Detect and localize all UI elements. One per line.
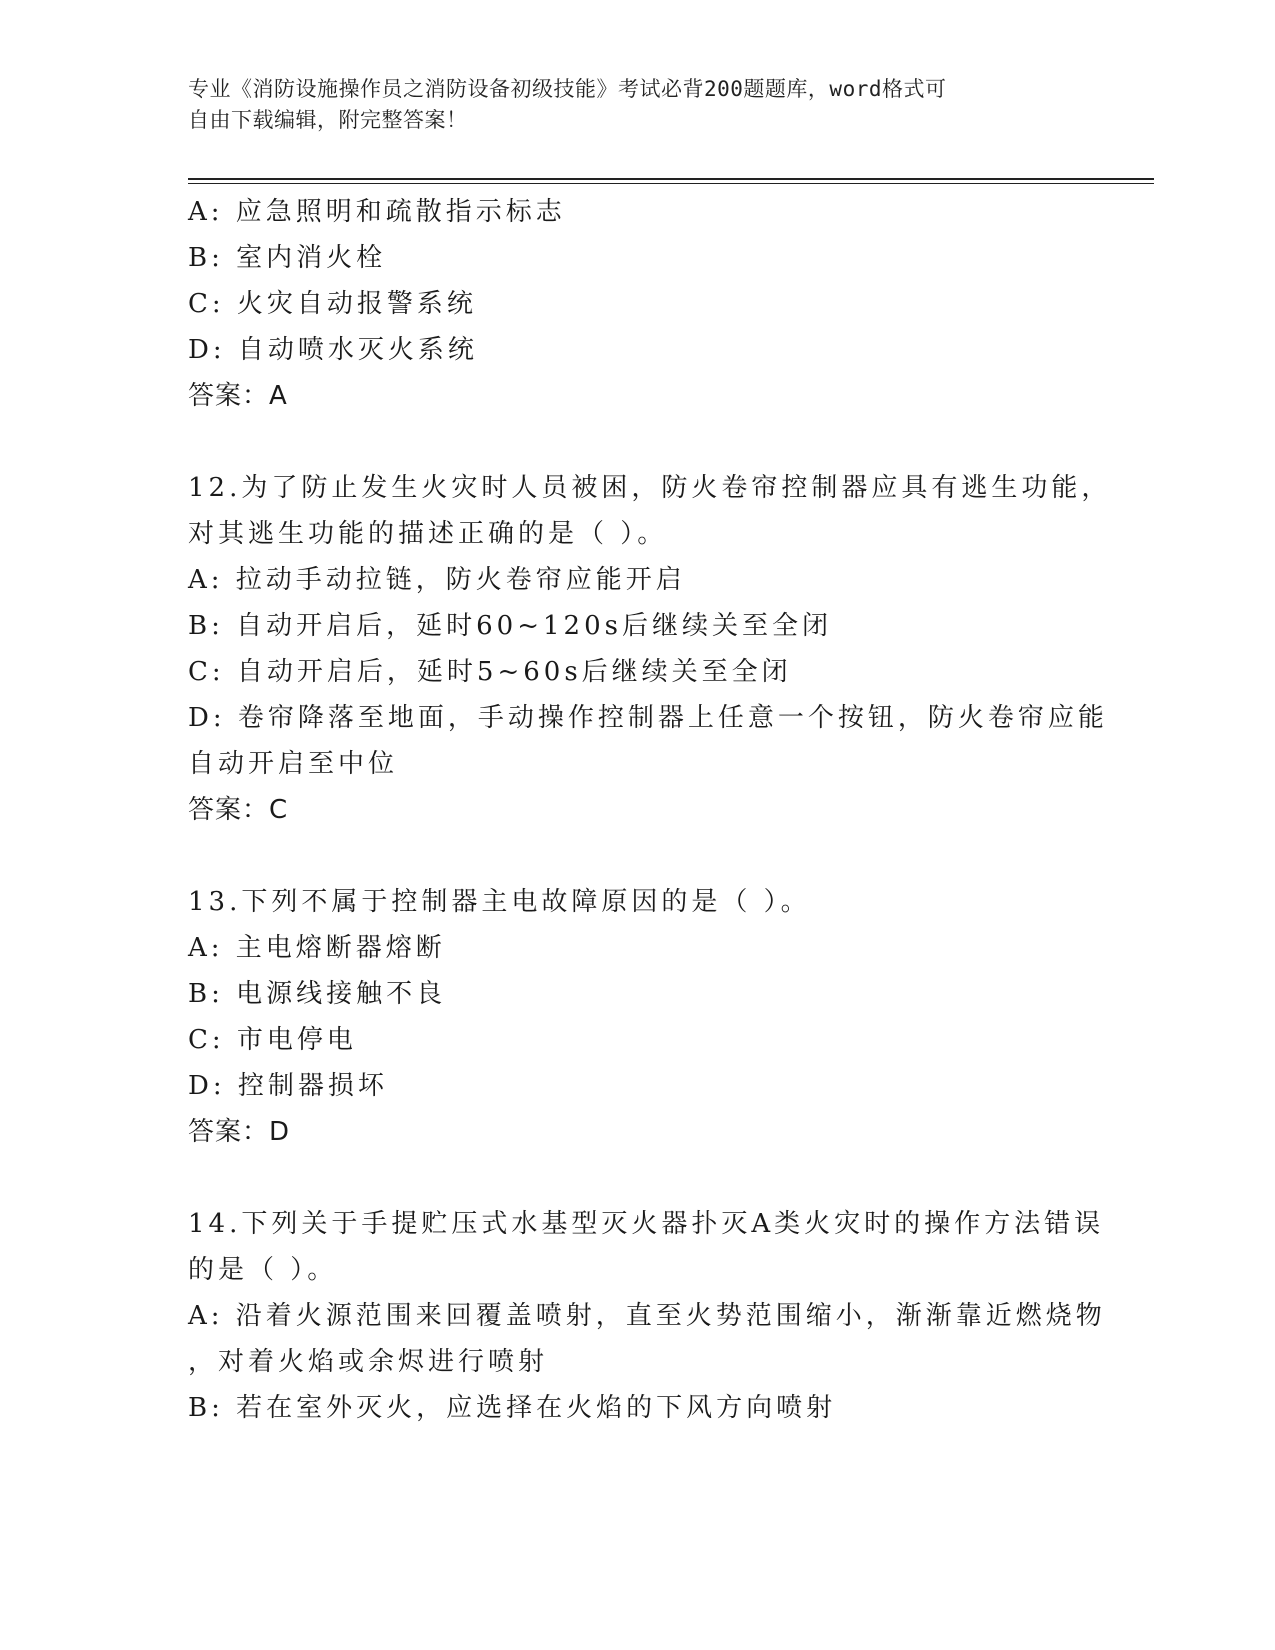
header-line-2: 自由下载编辑，附完整答案！	[188, 108, 468, 132]
option-d: D: 控制器损坏	[188, 1071, 388, 1101]
question-block-11	[188, 189, 1088, 419]
option-c: C: 市电停电	[188, 1025, 357, 1055]
answer-line: 答案：A	[188, 381, 288, 411]
option-d: D: 自动喷水灭火系统	[188, 335, 478, 365]
question-stem: 13.下列不属于控制器主电故障原因的是（ ）。	[188, 887, 811, 917]
option-a-continued: ，对着火焰或余烬进行喷射	[188, 1347, 549, 1377]
option-b: B: 若在室外灭火，应选择在火焰的下风方向喷射	[188, 1393, 837, 1423]
question-list	[188, 189, 1112, 1431]
question-stem: 12.为了防止发生火灾时人员被困，防火卷帘控制器应具有逃生功能，	[188, 473, 1112, 503]
document-header	[188, 74, 1068, 136]
answer-line: 答案：D	[188, 1117, 291, 1147]
spacer	[188, 1155, 1088, 1201]
option-a: A: 应急照明和疏散指示标志	[188, 197, 566, 227]
option-b: B: 自动开启后，延时60~120s后继续关至全闭	[188, 611, 832, 641]
option-a: A: 主电熔断器熔断	[188, 933, 446, 963]
question-block-12	[188, 465, 1112, 833]
spacer	[188, 833, 1088, 879]
answer-line: 答案：C	[188, 795, 289, 825]
option-a: A: 拉动手动拉链，防火卷帘应能开启	[188, 565, 686, 595]
option-b: B: 电源线接触不良	[188, 979, 447, 1009]
question-block-13	[188, 879, 1088, 1155]
question-stem: 的是（ ）。	[188, 1255, 338, 1285]
option-b: B: 室内消火栓	[188, 243, 387, 273]
header-line-1: 专业《消防设施操作员之消防设备初级技能》考试必背200题题库，word格式可	[188, 77, 947, 101]
header-divider-thick	[188, 178, 1154, 180]
question-stem: 对其逃生功能的描述正确的是（ ）。	[188, 519, 668, 549]
question-block-14	[188, 1201, 1106, 1431]
option-c: C: 火灾自动报警系统	[188, 289, 477, 319]
option-c: C: 自动开启后，延时5~60s后继续关至全闭	[188, 657, 792, 687]
option-d-continued: 自动开启至中位	[188, 749, 399, 779]
question-stem: 14.下列关于手提贮压式水基型灭火器扑灭A类火灾时的操作方法错误	[188, 1209, 1105, 1239]
option-d: D: 卷帘降落至地面，手动操作控制器上任意一个按钮，防火卷帘应能	[188, 703, 1108, 733]
spacer	[188, 419, 1088, 465]
option-a: A: 沿着火源范围来回覆盖喷射，直至火势范围缩小，渐渐靠近燃烧物	[188, 1301, 1106, 1331]
header-divider-thin	[188, 183, 1154, 184]
